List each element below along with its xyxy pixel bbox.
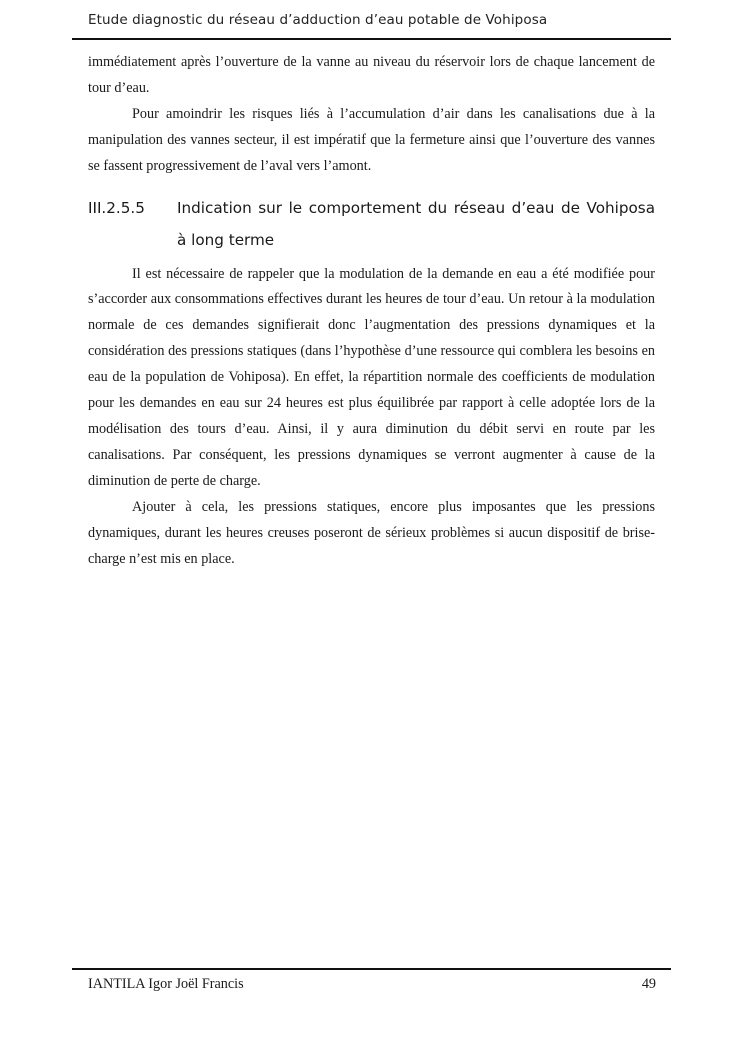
running-header: Etude diagnostic du réseau d’adduction d’eau potable de Vohiposa bbox=[88, 12, 548, 28]
section-number: III.2.5.5 bbox=[88, 198, 145, 217]
header-rule bbox=[72, 38, 671, 40]
paragraph-continuation: immédiatement après l’ouverture de la vanne au niveau du réservoir lors de chaque lancement de tour d’eau. bbox=[88, 54, 655, 96]
section-heading bbox=[88, 192, 655, 256]
paragraph-valve-procedure: Pour amoindrir les risques liés à l’accumulation d’air dans les canalisations due à la manipulation des vannes secteur, il est impératif que la fermeture ainsi que l’ouverture des vannes se fassent progressivement de l’aval vers l’amont. bbox=[88, 105, 655, 174]
page-body bbox=[88, 50, 655, 572]
paragraph-static-pressures: Ajouter à cela, les pressions statiques, encore plus imposantes que les pressions dynamiques, durant les heures creuses poseront de sérieux problèmes si aucun dispositif de brise-charge n’est mis en place. bbox=[88, 498, 655, 567]
page-number: 49 bbox=[641, 976, 656, 992]
footer-author: IANTILA Igor Joël Francis bbox=[88, 976, 244, 992]
footer-rule bbox=[72, 968, 671, 970]
paragraph-long-term-behaviour: Il est nécessaire de rappeler que la modulation de la demande en eau a été modifiée pour s’accorder aux consommations effectives durant les heures de tour d’eau. Un retour à la modulation normale de ces demandes signifierait donc l’augmentation des pressions dynamiques et la considération des pressions statiques (dans l’hypothèse d’une ressource qui comblera les besoins en eau de la population de Vohiposa). En effet, la répartition normale des coefficients de modulation pour les demandes en eau sur 24 heures est plus équilibrée par rapport à celle adoptée lors de la modélisation des tours d’eau. Ainsi, il y aura diminution du débit servi en route par les canalisations. Par conséquent, les pressions dynamiques se verront augmenter à cause de la diminution de perte de charge. bbox=[88, 265, 655, 489]
section-title: Indication sur le comportement du réseau d’eau de Vohiposa à long terme bbox=[177, 198, 655, 249]
